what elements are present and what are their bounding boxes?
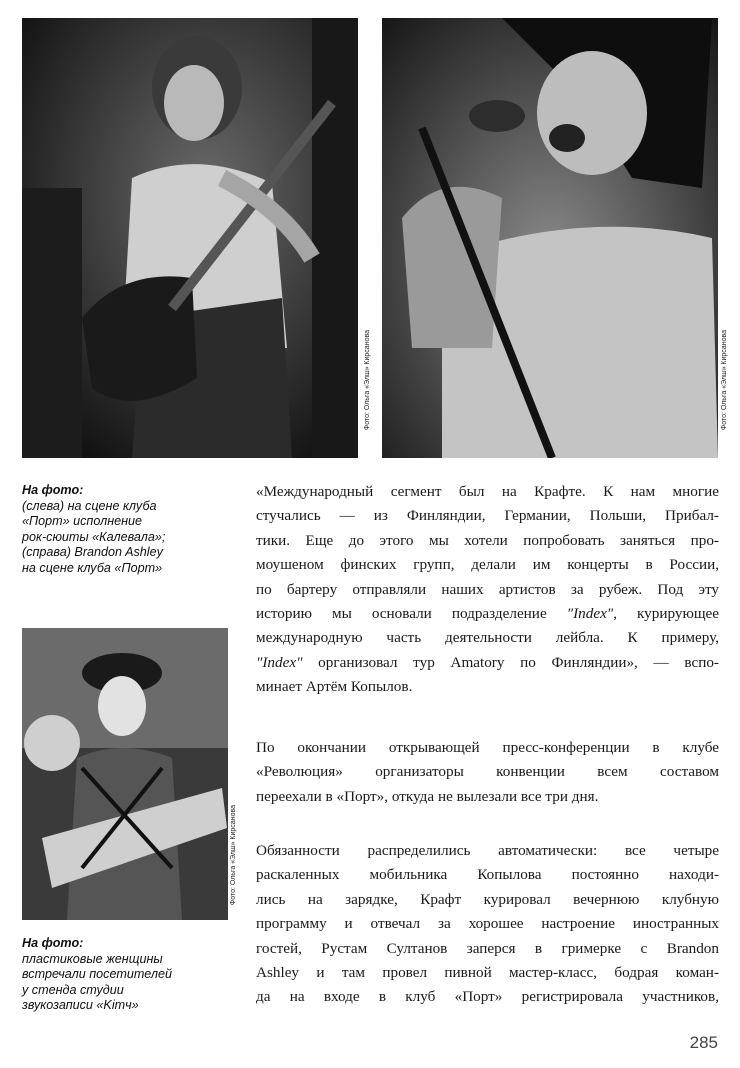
text-line: гостей, Рустам Султанов заперся в гримерке с Brandon xyxy=(256,939,719,957)
text-line: «Революция» организаторы конвенции всем составом xyxy=(256,763,719,781)
text-line: лись на зарядке, Крафт курировал вечернюю клубную xyxy=(256,890,719,908)
guitarist-image xyxy=(22,18,358,458)
photo-guitarist xyxy=(22,18,358,458)
caption-line: «Порт» исполнение xyxy=(22,514,143,529)
photo-singer xyxy=(382,18,718,458)
text-run: , курирующее xyxy=(613,605,719,623)
photo-mannequin xyxy=(22,628,228,920)
caption-line: у стенда студии xyxy=(22,982,124,997)
caption-heading: На фото: xyxy=(22,936,84,950)
text-line: стучались — из Финляндии, Германии, Польши, Прибал- xyxy=(256,507,719,525)
caption-line: пластиковые женщины xyxy=(22,951,163,966)
text-line: моушеном финских групп, делали им концерты в России, xyxy=(256,556,719,574)
caption-line: звукозаписи «Kiтч» xyxy=(22,998,139,1013)
body-paragraph-1 xyxy=(256,480,719,700)
caption-heading: На фото: xyxy=(22,483,84,497)
page-number: 285 xyxy=(689,1033,718,1052)
text-line: международную часть деятельности лейбла. К примеру, xyxy=(256,629,719,647)
caption-line: (справа) Brandon Ashley xyxy=(22,545,163,560)
caption-line: рок-сюиты «Калевала»; xyxy=(22,529,166,544)
caption-line: на сцене клуба «Порт» xyxy=(22,560,163,575)
caption-line: встречали посетителей xyxy=(22,967,173,982)
text-line: раскаленных мобильника Копылова постоянно находи- xyxy=(256,866,719,884)
body-paragraph-3 xyxy=(256,839,719,1010)
text-run: организовал тур Amatory по Финляндии», — вспо- xyxy=(302,653,719,671)
italic-index: "Index" xyxy=(566,605,614,623)
photo-credit: Фото: Ольга «Элш» Кирсанова xyxy=(721,330,728,431)
photo-credit: Фото: Ольга «Элш» Кирсанова xyxy=(364,330,371,431)
caption-line: (слева) на сцене клуба xyxy=(22,498,157,513)
body-paragraph-2 xyxy=(256,736,719,809)
text-line: тики. Еще до этого мы хотели попробовать заняться про- xyxy=(256,531,719,549)
text-line: да на входе в клуб «Порт» регистрировала участников, xyxy=(256,988,719,1006)
text-line: программу и отвечал за хорошее настроение иностранных xyxy=(256,915,719,933)
italic-index: "Index" xyxy=(256,653,303,671)
singer-image xyxy=(382,18,718,458)
caption-top xyxy=(22,483,227,577)
text-line xyxy=(256,651,719,675)
caption-bottom xyxy=(22,936,227,1014)
text-line: переехали в «Порт», откуда не вылезали все три дня. xyxy=(256,787,599,805)
text-line: по бартеру отправляли наших артистов за рубеж. Под эту xyxy=(256,580,719,598)
text-run: историю мы основали подразделение xyxy=(256,605,567,623)
text-line: Ashley и там провел пивной мастер-класс, бодрая коман- xyxy=(256,964,719,982)
text-line: Обязанности распределились автоматически: все четыре xyxy=(256,842,719,859)
mannequin-image xyxy=(22,628,228,920)
text-line: «Международный сегмент был на Крафте. К нам многие xyxy=(256,483,719,500)
photo-credit: Фото: Ольга «Элш» Кирсанова xyxy=(230,805,237,906)
text-line: минает Артём Копылов. xyxy=(256,678,413,696)
text-line xyxy=(256,602,719,626)
text-line: По окончании открывающей пресс-конференции в клубе xyxy=(256,739,719,756)
